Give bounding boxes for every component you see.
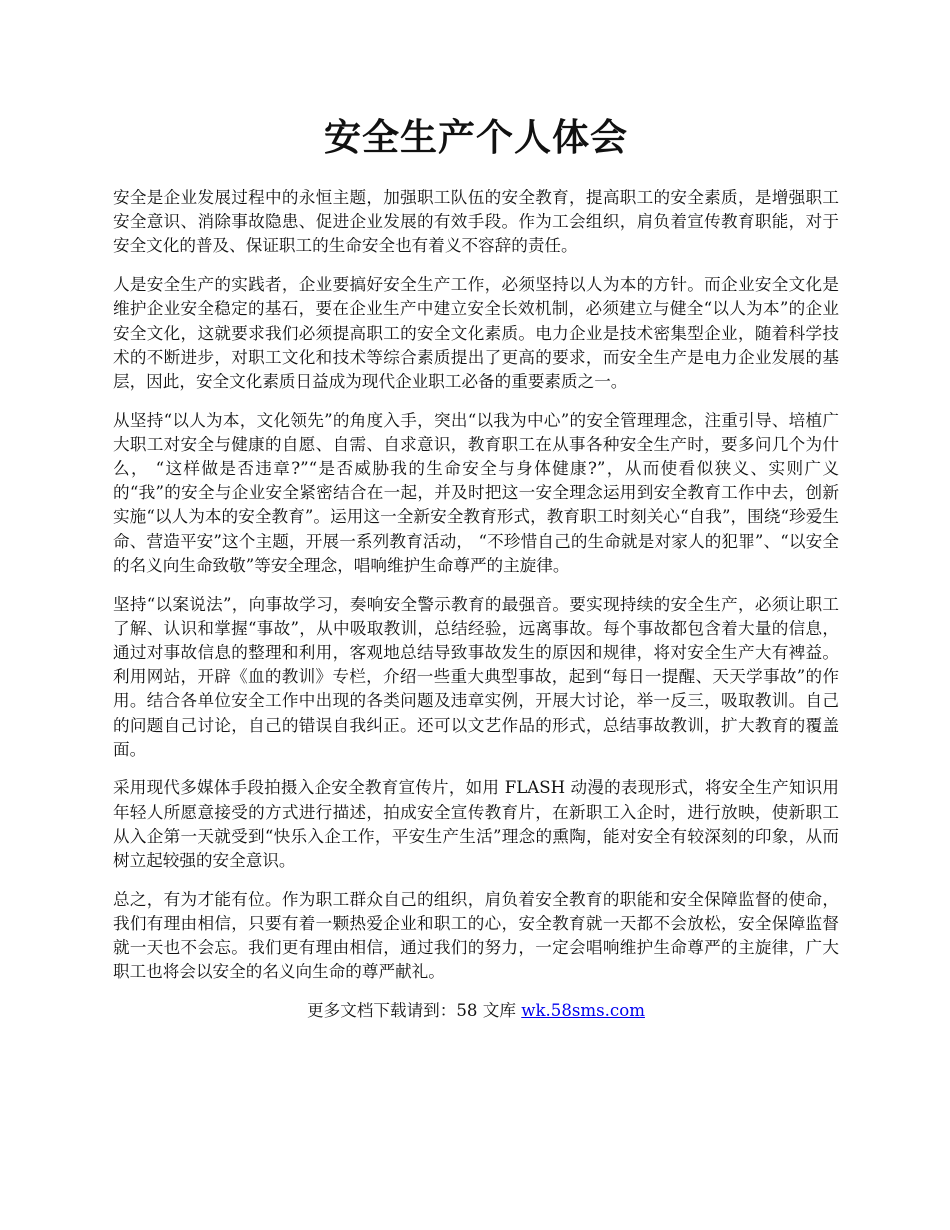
paragraph-1: 安全是企业发展过程中的永恒主题，加强职工队伍的安全教育，提高职工的安全素质，是增强职工安全意识、消除事故隐患、促进企业发展的有效手段。作为工会组织，肩负着宣传教育职能，对于安全文化的普及、保证职工的生命安全也有着义不容辞的责任。: [113, 188, 839, 256]
paragraph-4: 坚持“以案说法”，向事故学习，奏响安全警示教育的最强音。要实现持续的安全生产，必须让职工了解、认识和掌握“事故”，从中吸取教训，总结经验，远离事故。每个事故都包含着大量的信息，通过对事故信息的整理和利用，客观地总结导致事故发生的原因和规律，将对安全生产大有裨益。利用网站，开辟《血的教训》专栏，介绍一些重大典型事故，起到“每日一提醒、天天学事故”的作用。结合各单位安全工作中出现的各类问题及违章实例，开展大讨论，举一反三，吸取教训。自己的问题自己讨论，自己的错误自我纠正。还可以文艺作品的形式，总结事故教训，扩大教育的覆盖面。: [113, 594, 839, 759]
document-title: 安全生产个人体会: [324, 115, 628, 159]
footer-link[interactable]: wk.58sms.com: [521, 1001, 645, 1021]
paragraph-6: 总之，有为才能有位。作为职工群众自己的组织，肩负着安全教育的职能和安全保障监督的使命，我们有理由相信，只要有着一颗热爱企业和职工的心，安全教育就一天都不会放松，安全保障监督就一天也不会忘。我们更有理由相信，通过我们的努力，一定会唱响维护生命尊严的主旋律，广大职工也将会以安全的名义向生命的尊严献礼。: [113, 889, 839, 982]
footer-text: 更多文档下载请到：58 文库: [307, 1001, 522, 1021]
paragraph-2: 人是安全生产的实践者，企业要搞好安全生产工作，必须坚持以人为本的方针。而企业安全文化是维护企业安全稳定的基石，要在企业生产中建立安全长效机制，必须建立与健全“以人为本”的企业安全文化，这就要求我们必须提高职工的安全文化素质。电力企业是技术密集型企业，随着科学技术的不断进步，对职工文化和技术等综合素质提出了更高的要求，而安全生产是电力企业发展的基层，因此，安全文化素质日益成为现代企业职工必备的重要素质之一。: [113, 275, 839, 391]
paragraph-3: 从坚持“以人为本，文化领先”的角度入手，突出“以我为中心”的安全管理理念，注重引导、培植广大职工对安全与健康的自愿、自需、自求意识，教育职工在从事各种安全生产时，要多问几个为什么， “这样做是否违章?”“是否威胁我的生命安全与身体健康?”，从而使看似狭义、实则广义的“我”的安全与企业安全紧密结合在一起，并及时把这一安全理念运用到安全教育工作中去，创新实施“以人为本的安全教育”。运用这一全新安全教育形式，教育职工时刻关心“自我”，围绕“珍爱生命、营造平安”这个主题，开展一系列教育活动， “不珍惜自己的生命就是对家人的犯罪”、“以安全的名义向生命致敬”等安全理念，唱响维护生命尊严的主旋律。: [113, 410, 839, 575]
document-page: [113, 112, 839, 1023]
paragraph-5: 采用现代多媒体手段拍摄入企安全教育宣传片，如用 FLASH 动漫的表现形式，将安全生产知识用年轻人所愿意接受的方式进行描述，拍成安全宣传教育片，在新职工入企时，进行放映，使新职工从入企第一天就受到“快乐入企工作，平安生产生活”理念的熏陶，能对安全有较深刻的印象，从而树立起较强的安全意识。: [113, 778, 839, 871]
download-footer: [113, 999, 839, 1023]
